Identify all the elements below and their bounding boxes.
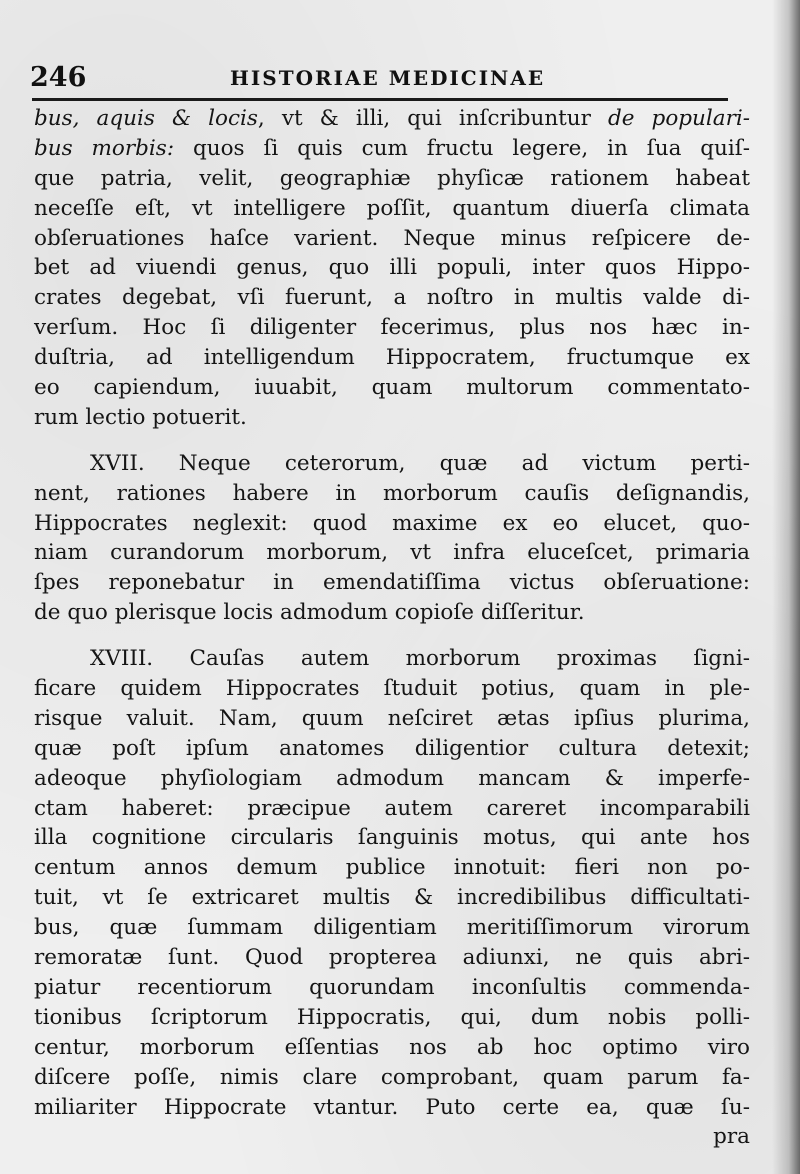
text-line	[34, 734, 750, 764]
line-text: que patria, velit, geographiæ phyſicæ rationem habeat	[34, 165, 750, 191]
text-line	[34, 538, 750, 568]
line-text: neceſſe eſt, vt intelligere poſſit, quantum diuerſa climata	[34, 195, 750, 221]
text-line	[34, 224, 750, 254]
text-line	[34, 853, 750, 883]
header-rule	[32, 98, 728, 101]
italic-text: de populari-	[608, 106, 750, 131]
line-text: bet ad viuendi genus, quo illi populi, inter quos Hippo-	[34, 255, 750, 281]
text-line	[34, 1093, 750, 1123]
line-text: quos ſi quis cum fructu legere, in ſua quiſ-	[174, 135, 750, 161]
text-line	[34, 674, 750, 704]
text-line	[34, 1063, 750, 1093]
line-text: tionibus ſcriptorum Hippocratis, qui, dum nobis polli-	[34, 1004, 750, 1030]
text-line	[34, 943, 750, 973]
italic-text: bus, aquis & locis	[34, 106, 258, 131]
text-line	[34, 164, 750, 194]
text-line	[34, 194, 750, 224]
text-line	[34, 704, 750, 734]
line-text: Hippocrates neglexit: quod maxime ex eo elucet, quo-	[34, 510, 750, 536]
line-text: adeoque phyſiologiam admodum mancam & imperfe-	[34, 765, 750, 791]
page-header	[30, 60, 740, 94]
line-text: risque valuit. Nam, quum neſciret ætas ipſius plurima,	[34, 705, 750, 731]
line-text: verſum. Hoc ſi diligenter fecerimus, plus nos hæc in-	[34, 315, 750, 341]
page-number: 246	[30, 62, 87, 93]
text-line	[34, 509, 750, 539]
line-text: XVIII. Cauſas autem morborum proximas ſigni-	[90, 646, 750, 672]
text-line	[34, 913, 750, 943]
paragraph-gap	[34, 433, 750, 449]
line-text: remoratæ ſunt. Quod propterea adiunxi, ne quis abri-	[34, 945, 750, 971]
text-line	[34, 568, 750, 598]
line-text: rum lectio potuerit.	[34, 404, 247, 430]
paragraph-gap	[34, 628, 750, 644]
line-text: duſtria, ad intelligendum Hippocratem, fructumque ex	[34, 345, 750, 371]
text-line	[34, 598, 750, 628]
line-text: diſcere poſſe, nimis clare comprobant, quam parum fa-	[34, 1064, 750, 1090]
line-text: tuit, vt ſe extricaret multis & incredibilibus difficultati-	[34, 885, 750, 911]
page-edge-shadow	[772, 0, 800, 1174]
text-line	[34, 883, 750, 913]
line-text: XVII. Neque ceterorum, quæ ad victum perti-	[90, 450, 750, 476]
text-line	[34, 104, 750, 134]
text-line	[34, 644, 750, 674]
line-text: nent, rationes habere in morborum cauſis deſignandis,	[34, 480, 750, 506]
text-line	[34, 134, 750, 164]
text-line	[34, 764, 750, 794]
text-line	[34, 283, 750, 313]
line-text: ficare quidem Hippocrates ſtuduit potius, quam in ple-	[34, 676, 750, 702]
line-text: centum annos demum publice innotuit: fieri non po-	[34, 855, 750, 881]
paragraph	[34, 104, 750, 433]
text-line	[34, 343, 750, 373]
text-line	[34, 479, 750, 509]
text-line	[34, 794, 750, 824]
line-text: centur, morborum eſſentias nos ab hoc optimo viro	[34, 1034, 750, 1060]
italic-text: bus morbis:	[34, 135, 175, 161]
line-text: miliariter Hippocrate vtantur. Puto certe ea, quæ ſu-	[34, 1094, 750, 1120]
paragraph	[34, 644, 750, 1122]
line-text: piatur recentiorum quorundam inconſultis commenda-	[34, 974, 750, 1000]
line-text: obſeruationes haſce varient. Neque minus reſpicere de-	[34, 225, 750, 251]
paragraph	[34, 449, 750, 628]
line-text: niam curandorum morborum, vt infra eluceſcet, primaria	[34, 540, 750, 566]
line-text: ctam haberet: præcipue autem careret incomparabili	[34, 795, 750, 821]
text-line	[34, 823, 750, 853]
text-line	[34, 1003, 750, 1033]
body-text	[34, 104, 750, 1152]
line-text: bus, quæ ſummam diligentiam meritiſſimorum virorum	[34, 915, 750, 941]
text-line	[34, 973, 750, 1003]
line-text: ſpes reponebatur in emendatiſſima victus obſeruatione:	[34, 570, 750, 596]
line-text: , vt & illi, qui inſcribuntur	[257, 106, 608, 131]
text-line	[34, 1033, 750, 1063]
text-line	[34, 373, 750, 403]
catchword: pra	[713, 1124, 750, 1150]
line-text: eo capiendum, iuuabit, quam multorum commentato-	[34, 375, 750, 401]
text-line	[34, 449, 750, 479]
running-head: HISTORIAE MEDICINAE	[230, 66, 546, 90]
text-line	[34, 403, 750, 433]
line-text: quæ poſt ipſum anatomes diligentior cultura detexit;	[34, 735, 750, 761]
text-line	[34, 313, 750, 343]
line-text: illa cognitione circularis ſanguinis motus, qui ante hos	[34, 825, 750, 851]
line-text: de quo plerisque locis admodum copioſe diſſeritur.	[34, 600, 585, 626]
text-line	[34, 253, 750, 283]
line-text: crates degebat, vſi fuerunt, a noſtro in multis valde di-	[34, 285, 750, 311]
